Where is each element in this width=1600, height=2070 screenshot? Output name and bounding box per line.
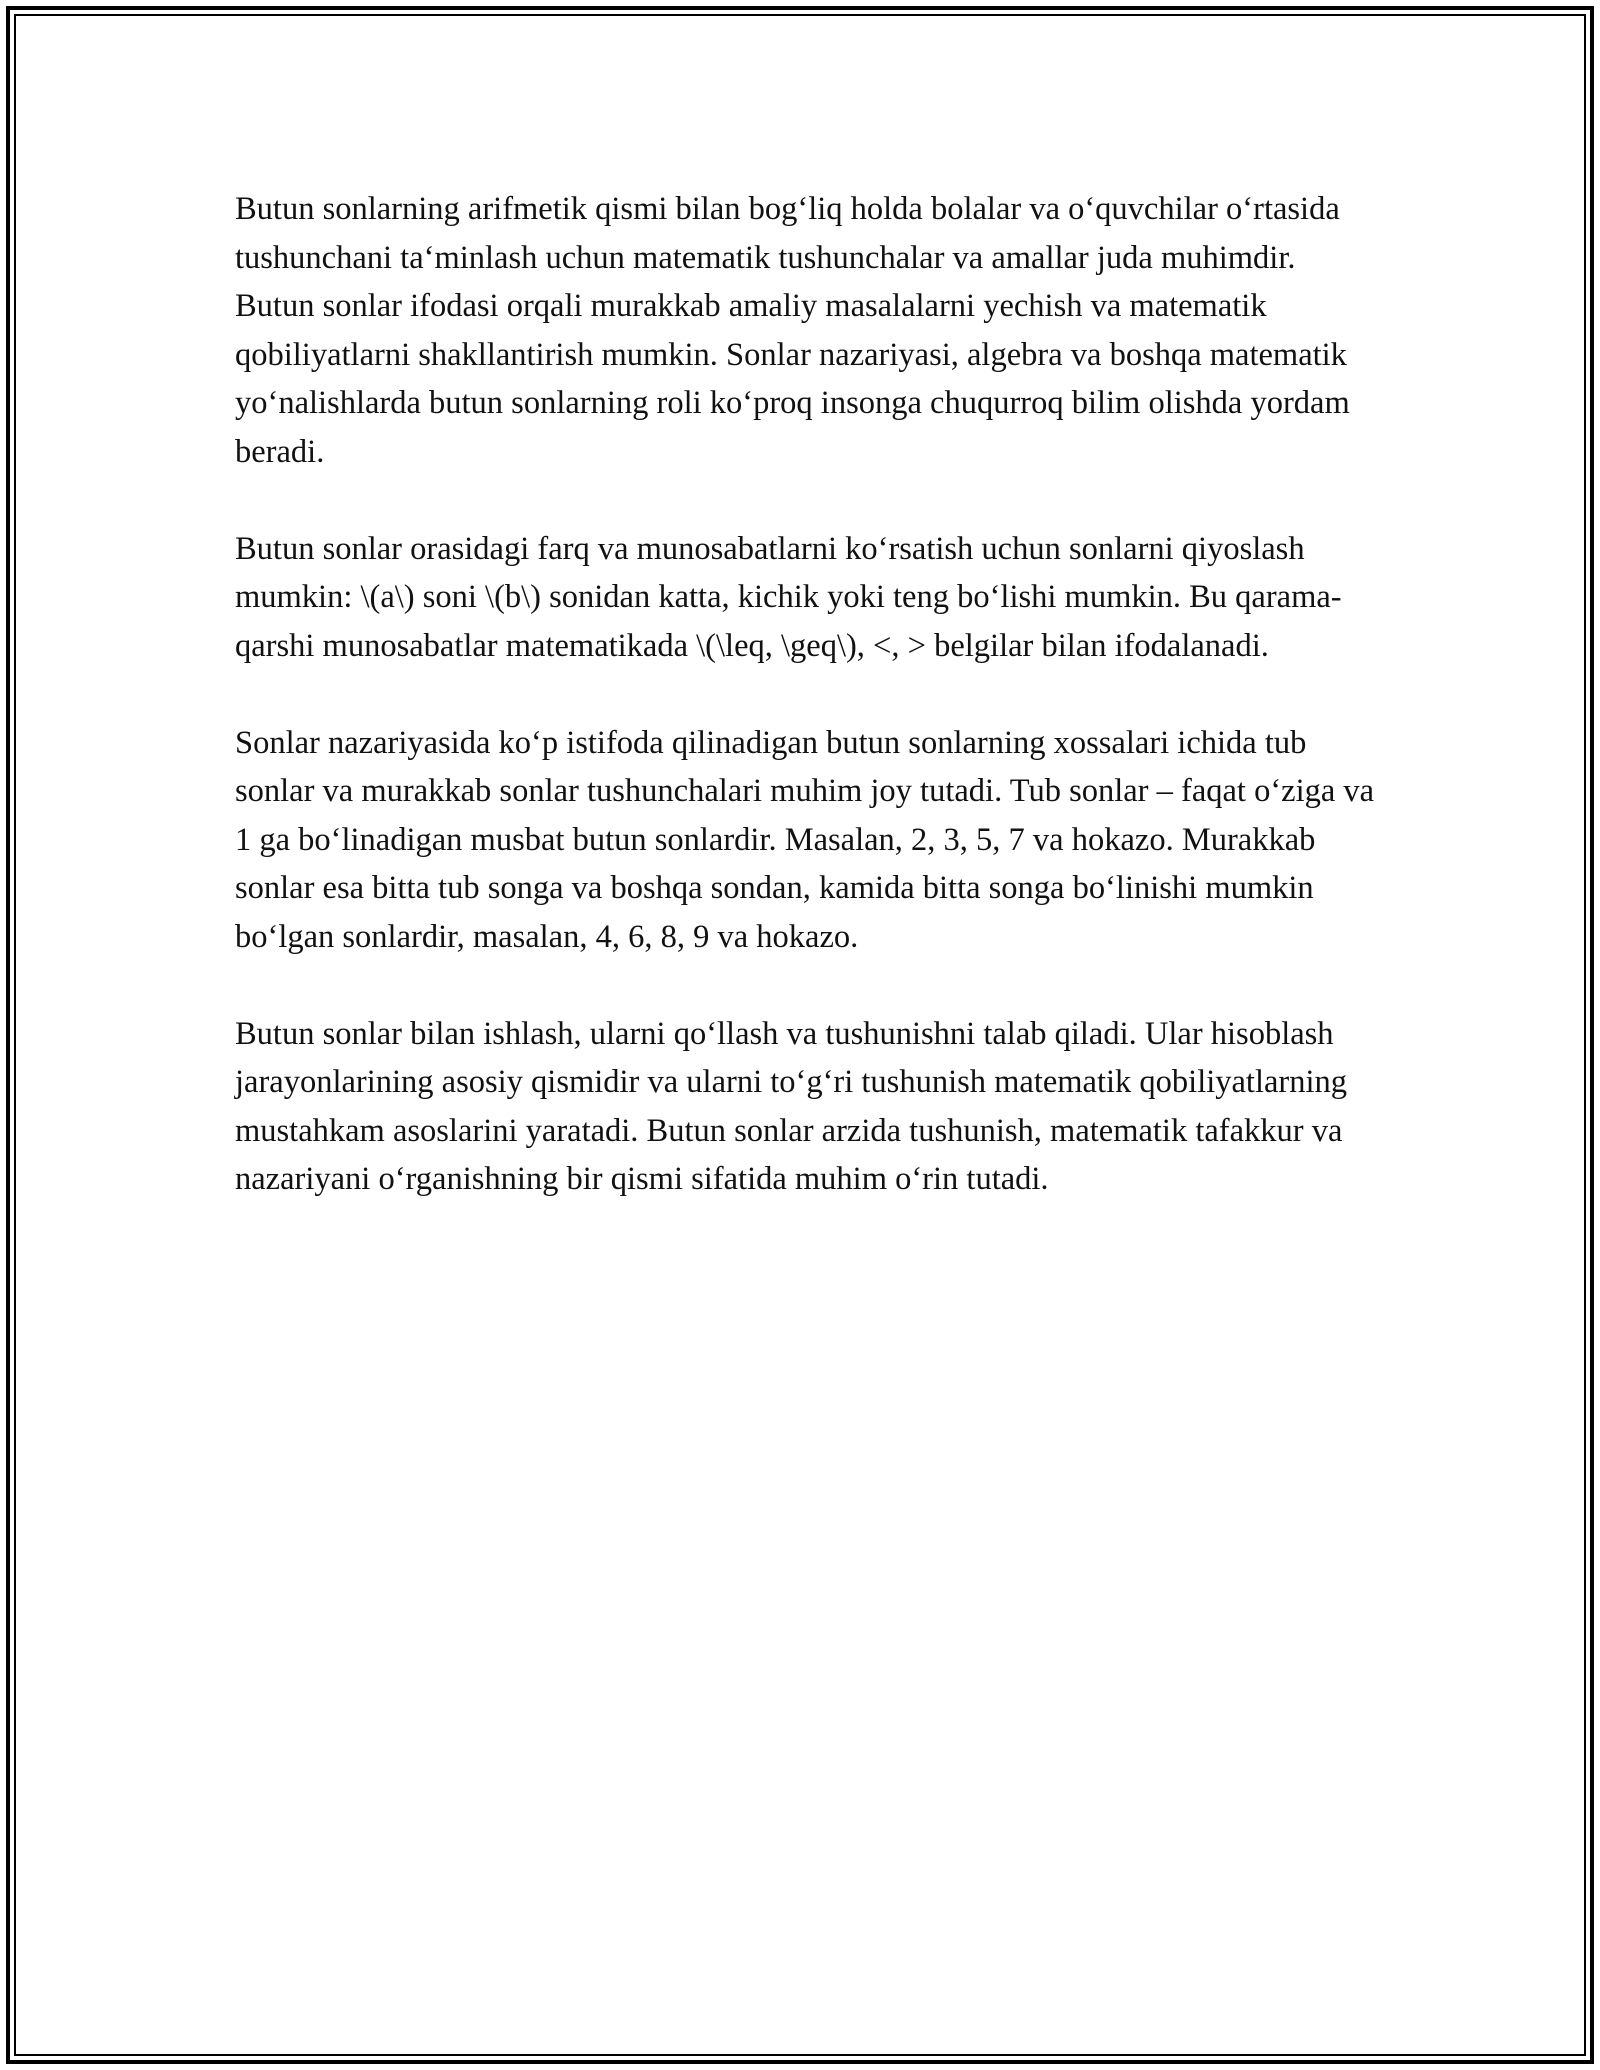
paragraph-4: Butun sonlar bilan ishlash, ularni qo‘llash va tushunishni talab qiladi. Ular hisoblash jarayonlarining asosiy qismidir va ularni to‘g‘ri tushunish matematik qobiliyatlarning mustahkam asoslarini yaratadi. Butun sonlar arzida tushunish, matematik tafakkur va nazariyani o‘rganishning bir qismi sifatida muhim o‘rin tutadi.	[235, 1015, 1348, 1197]
paragraph-3: Sonlar nazariyasida ko‘p istifoda qilinadigan butun sonlarning xossalari ichida tub sonlar va murakkab sonlar tushunchalari muhim joy tutadi. Tub sonlar – faqat o‘ziga va 1 ga bo‘linadigan musbat butun sonlardir. Masalan, 2, 3, 5, 7 va hokazo. Murakkab sonlar esa bitta tub songa va boshqa sondan, kamida bitta songa bo‘linishi mumkin bo‘lgan sonlardir, masalan, 4, 6, 8, 9 va hokazo.	[235, 724, 1375, 955]
document-body	[235, 185, 1375, 1252]
paragraph-1: Butun sonlarning arifmetik qismi bilan bog‘liq holda bolalar va o‘quvchilar o‘rtasida tushunchani ta‘minlash uchun matematik tushunchalar va amallar juda muhimdir. Butun sonlar ifodasi orqali murakkab amaliy masalalarni yechish va matematik qobiliyatlarni shakllantirish mumkin. Sonlar nazariyasi, algebra va boshqa matematik yo‘nalishlarda butun sonlarning roli ko‘proq insonga chuqurroq bilim olishda yordam beradi.	[235, 191, 1350, 470]
paragraph-2: Butun sonlar orasidagi farq va munosabatlarni ko‘rsatish uchun sonlarni qiyoslash mumkin: \(a\) soni \(b\) sonidan katta, kichik yoki teng bo‘lishi mumkin. Bu qarama-qarshi munosabatlar matematikada \(\leq, \geq\), <, > belgilar bilan ifodalanadi.	[235, 530, 1342, 664]
